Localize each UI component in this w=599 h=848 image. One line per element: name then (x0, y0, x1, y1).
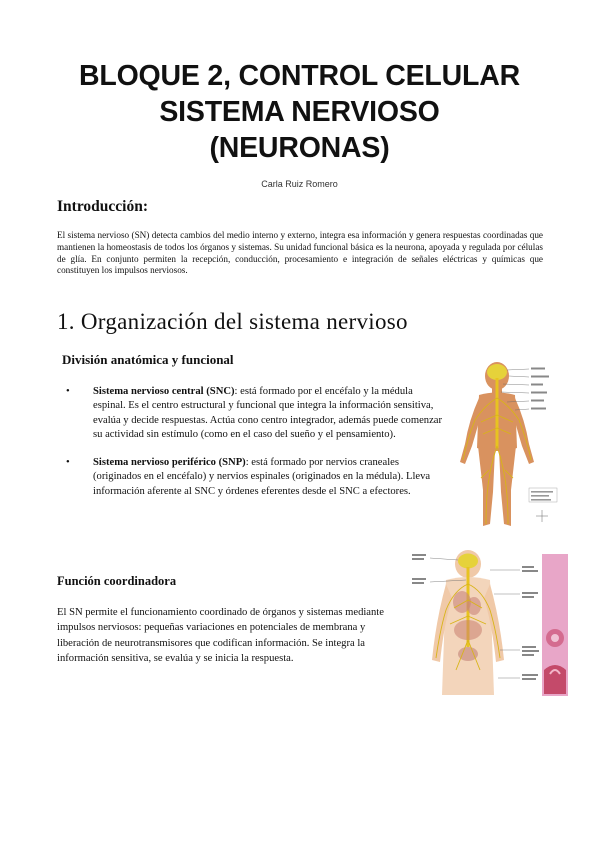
list-item (66, 385, 444, 442)
bullet-symbol: • (66, 457, 70, 469)
intro-heading: Introducción: (57, 198, 149, 215)
author-name: Carla Ruiz Romero (261, 179, 338, 189)
coordination-paragraph: El SN permite el funcionamiento coordinado de órganos y sistemas mediante impulsos nerviosos: pequeñas variaciones en potenciales de membrana y liberación de neurotransmisores que codifican información. Se integra la información sensitiva, se evalúa y se inicia la respuesta. (57, 607, 384, 664)
bullet-symbol: • (66, 386, 70, 397)
compass-icon (536, 510, 548, 522)
section-heading: 1. Organización del sistema nervioso (57, 309, 408, 334)
title-line-3: (NEURONAS) (209, 132, 390, 164)
bullet-text: : está formado por nervios craneales (originados en el encéfalo) y nervios espinales (originados en la médula). Lleva información aferente al SNC y órdenes eferentes desde el SNC a efectores. (93, 457, 431, 497)
tissue-panel (542, 554, 568, 696)
list-item (66, 456, 444, 499)
bullet-list (66, 385, 444, 513)
snc-snp-organ-illustration (410, 550, 570, 700)
title-line-2: SISTEMA NERVIOSO (159, 96, 440, 128)
legend-box (529, 488, 557, 502)
title-line-1: BLOQUE 2, CONTROL CELULAR (79, 60, 520, 92)
coordination-heading: Función coordinadora (57, 574, 177, 588)
bullet-term: Sistema nervioso periférico (SNP) (93, 457, 246, 469)
nervous-system-body-illustration (445, 360, 560, 532)
subsection-heading: División anatómica y funcional (62, 352, 234, 367)
bullet-text: : está formado por el encéfalo y la médula espinal. Es el centro estructural y funcional que integra la información sensitiva, evalúa y decide respuestas. Actúa cono centro integrador, además puede comenzar su actividad sin estímulo (como en el caso del sueño y el pensamiento). (93, 386, 443, 440)
bullet-term: Sistema nervioso central (SNC) (93, 386, 235, 397)
page-title (30, 58, 569, 166)
intro-paragraph: El sistema nervioso (SN) detecta cambios del medio interno y externo, integra esa información y genera respuestas coordinadas que mantienen la homeostasis de todos los órganos y sistemas. Su unidad funcional básica es la neurona, apoyada y regulada por células de glía. En conjunto permiten la recepción, conducción, procesamiento e integración de señales eléctricas y químicas que constituyen los impulsos nerviosos. (57, 230, 543, 276)
label-marks (531, 368, 549, 410)
